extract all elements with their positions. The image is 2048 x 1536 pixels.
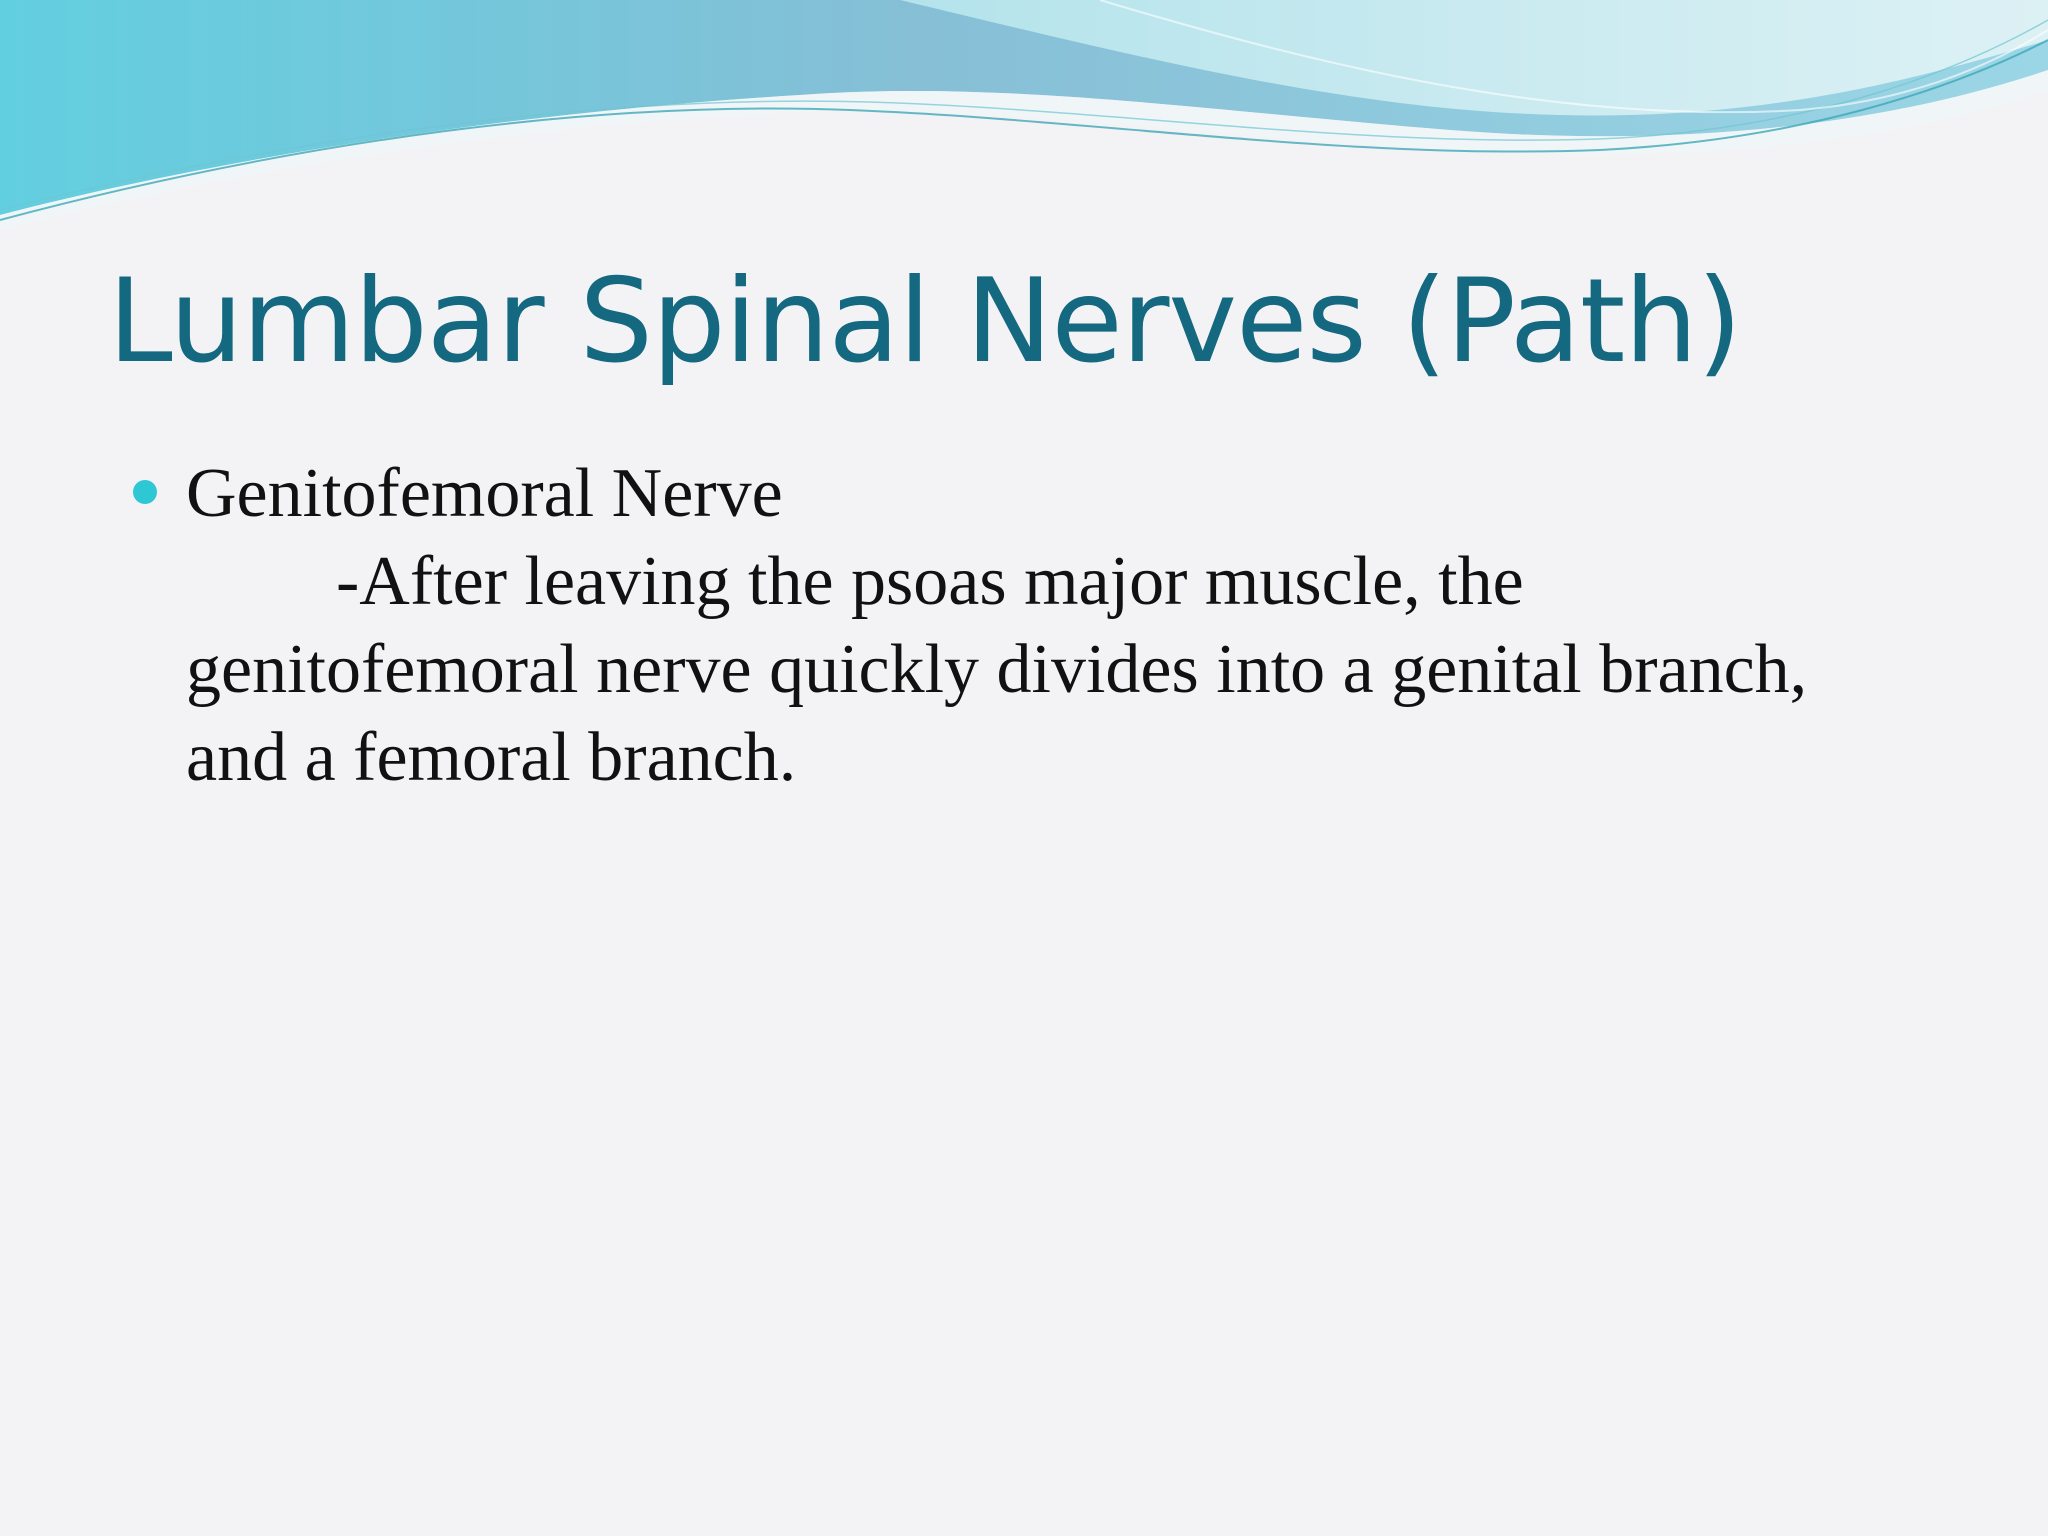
slide-title: Lumbar Spinal Nerves (Path) [108, 254, 1742, 389]
bullet-dot-icon [133, 480, 157, 504]
header-wave-decoration [0, 0, 2048, 240]
bullet-body: -After leaving the psoas major muscle, the genitofemoral nerve quickly divides into a genital branch, and a femoral branch. [186, 543, 1808, 796]
bullet-item [130, 450, 1950, 538]
slide-content [130, 450, 1950, 802]
bullet-heading: Genitofemoral Nerve [186, 455, 783, 532]
